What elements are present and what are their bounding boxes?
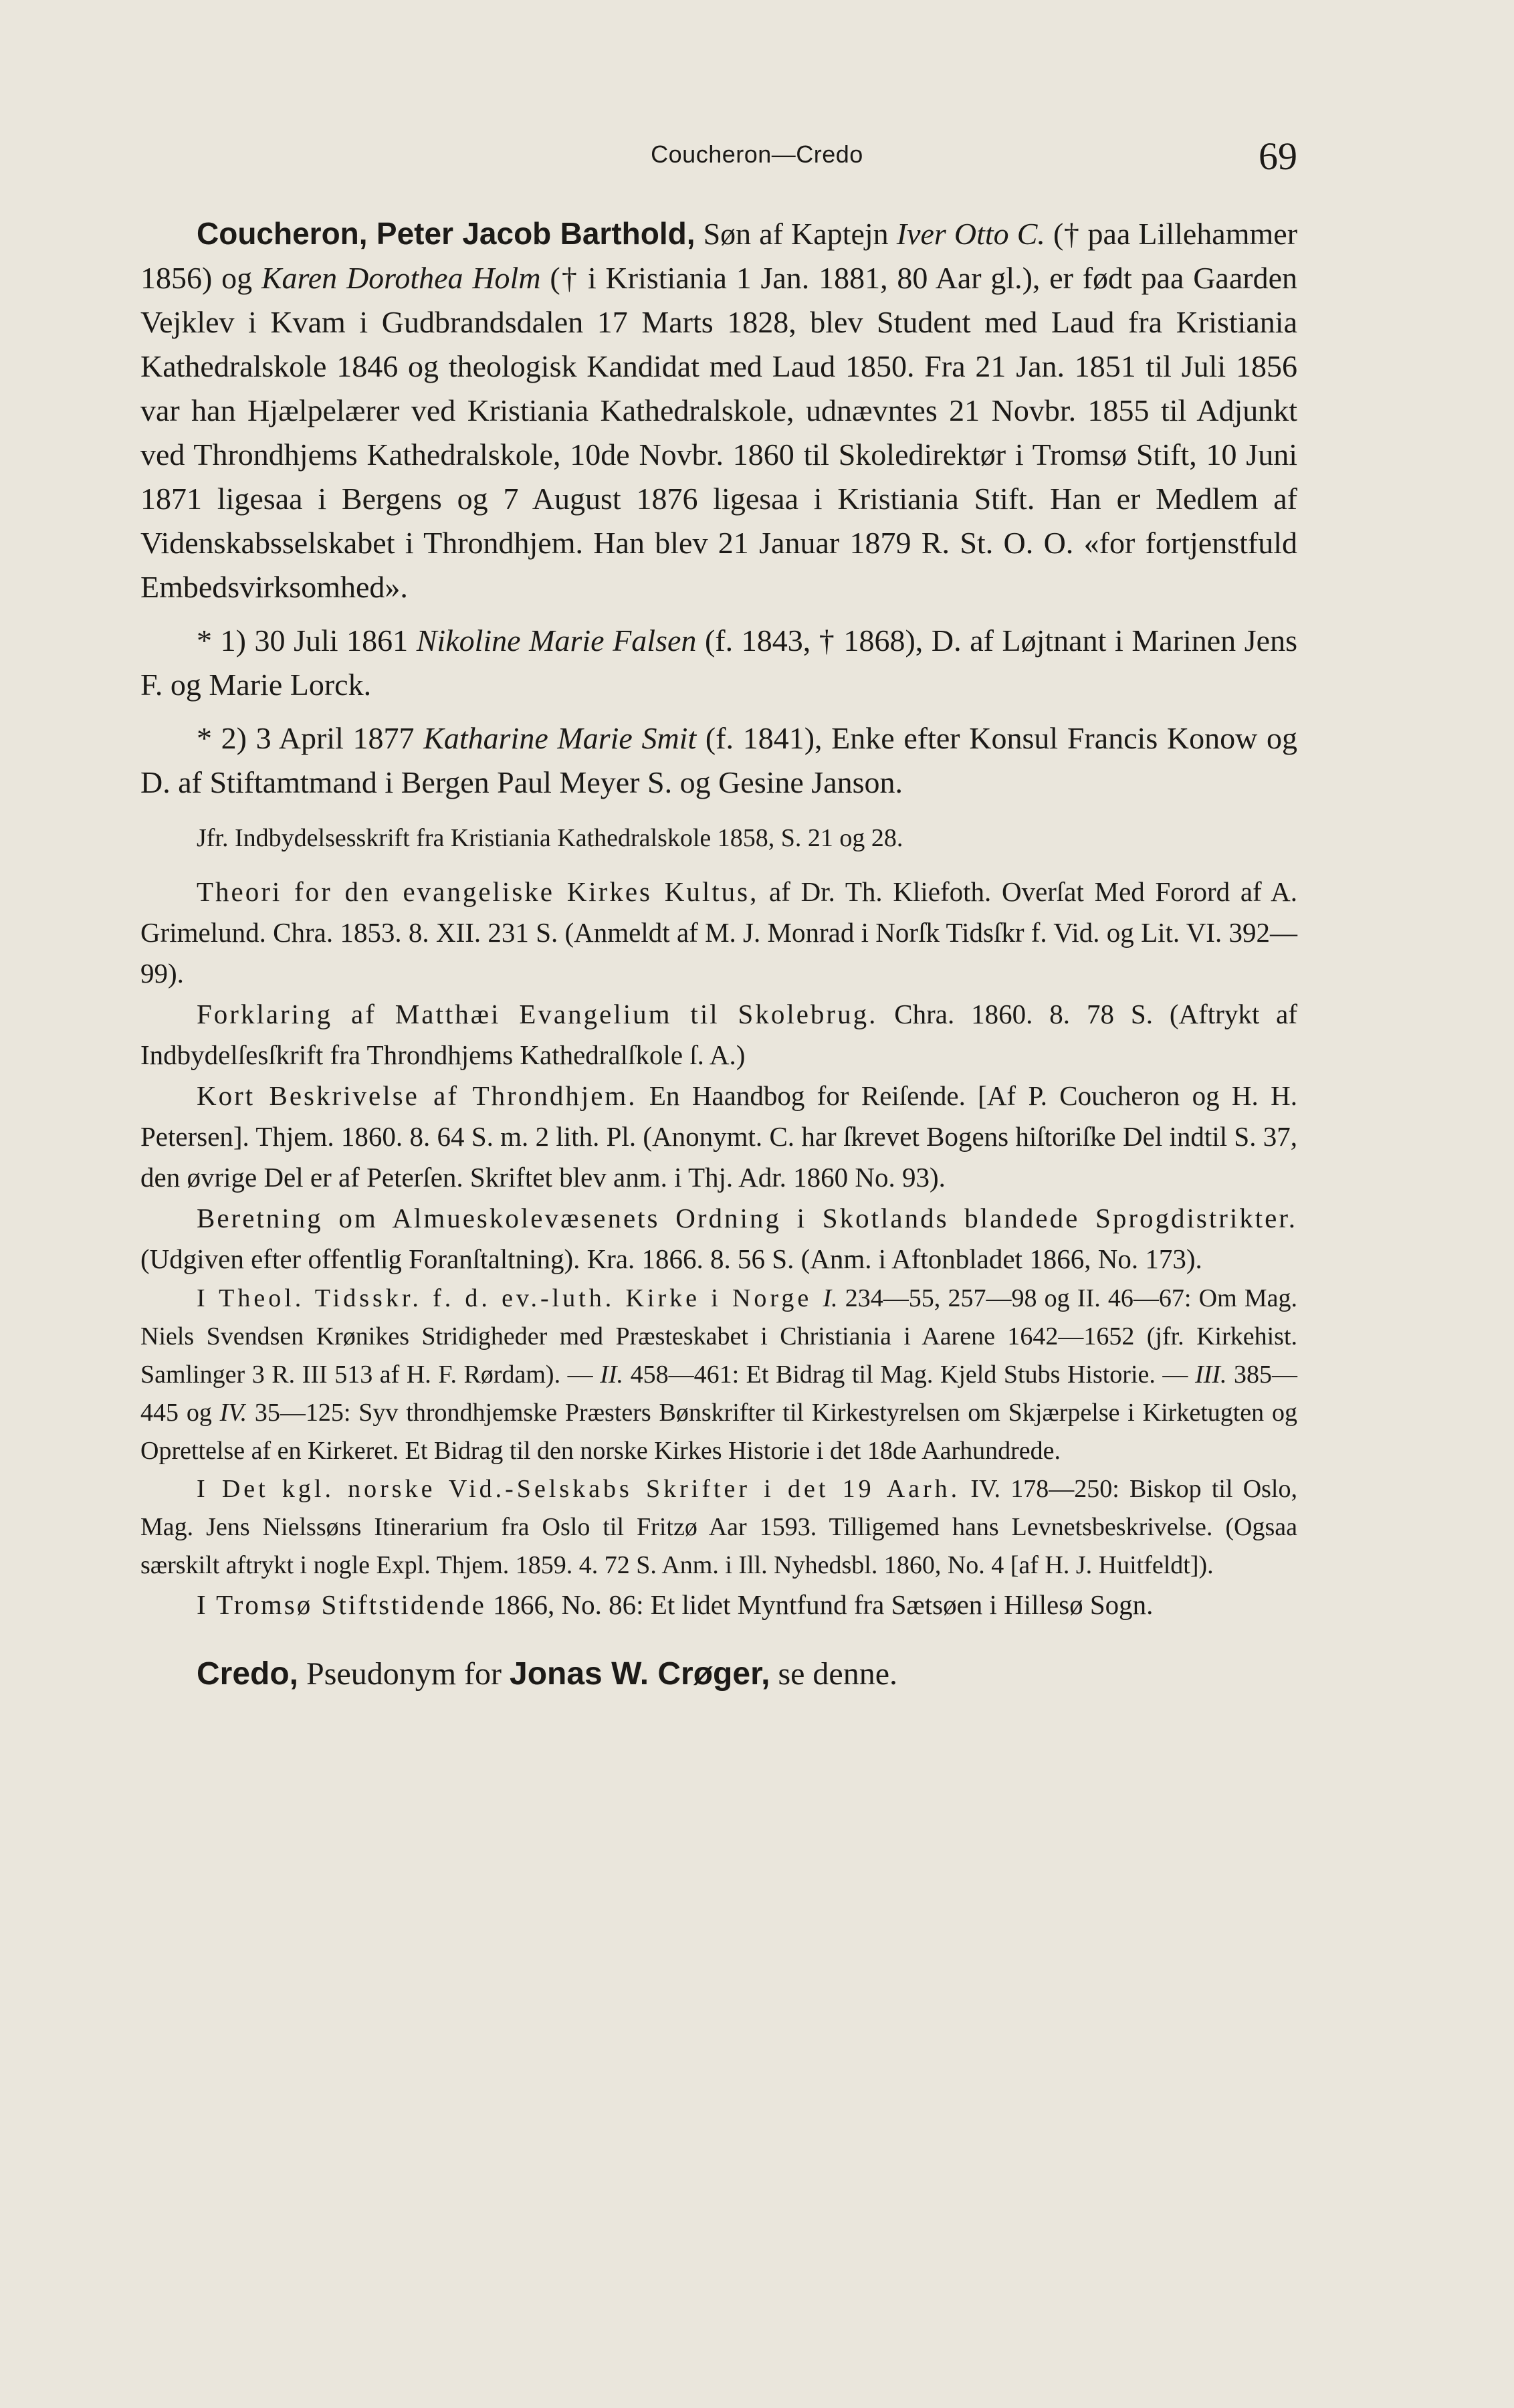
work-entry: I Det kgl. norske Vid.-Selskabs Skrifter i det 19 Aarh. IV. 178—250: Biskop til Oslo, Mag. Jens Nielssøns Itinerarium fra Oslo til Fritzø Aar 1593. Tilligemed hans Levnetsbeskrivelse. (Ogsaa særskilt aftrykt i nogle Expl. Thjem. 1859. 4. 72 S. Anm. i Ill. Nyhedsbl. 1860, No. 4 [af H. J. Huitfeldt]).: [140, 1475, 1297, 1579]
second-marriage: * 2) 3 April 1877 Katharine Marie Smit (f. 1841), Enke efter Konsul Francis Konow og D. af Stiftamtmand i Bergen Paul Meyer S. og Gesine Janson.: [140, 721, 1297, 799]
running-title: Coucheron—Credo: [651, 140, 863, 168]
cross-reference: Jonas W. Crøger,: [510, 1656, 770, 1692]
work-entry: Beretning om Almueskolevæsenets Ordning i Skotlands blandede Sprogdistrikter. (Udgiven efter offentlig Foranſtaltning). Kra. 1866. 8. 56 S. (Anm. i Aftonbladet 1866, No. 173).: [140, 1203, 1297, 1274]
work-title: Beretning om Almueskolevæsenets Ordning i Skotlands blandede Sprogdistrikter.: [197, 1203, 1297, 1233]
spouse-name: Nikoline Marie Falsen: [416, 623, 697, 658]
entry-headword: Credo,: [197, 1656, 299, 1692]
periodical-title: I Tromsø Stiftstidende: [197, 1589, 486, 1620]
coucheron-entry: Coucheron, Peter Jacob Barthold, Søn af Kaptejn Iver Otto C. († paa Lillehammer 1856) og Karen Dorothea Holm († i Kristiania 1 Jan. 1881, 80 Aar gl.), er født paa Gaarden Vejklev i Kvam i Gudbrandsdalen 17 Marts 1828, blev Student med Laud fra Kristiania Kathedralskole 1846 og theologisk Kandidat med Laud 1850. Fra 21 Jan. 1851 til Juli 1856 var han Hjælpelærer ved Kristiania Kathedralskole, udnævntes 21 Novbr. 1855 til Adjunkt ved Throndhjems Kathedralskole, 10de Novbr. 1860 til Skoledirektør i Tromsø Stift, 10 Juni 1871 ligesaa i Bergens og 7 August 1876 ligesaa i Kristiania Stift. Han er Medlem af Videnskabsselskabet i Throndhjem. Han blev 21 Januar 1879 R. St. O. O. «for fortjenstfuld Embedsvirksomhed».: [140, 216, 1298, 604]
work-entry: Forklaring af Matthæi Evangelium til Skolebrug. Chra. 1860. 8. 78 S. (Aftrykt af Indbydelſesſkrift fra Throndhjems Kathedralſkole ſ. A.): [140, 999, 1298, 1070]
credo-entry: Credo, Pseudonym for Jonas W. Crøger, se denne.: [197, 1656, 898, 1692]
work-title: Kort Beskrivelse af Throndhjem.: [197, 1080, 637, 1111]
entry-headword: Coucheron, Peter Jacob Barthold,: [197, 216, 695, 251]
periodical-title: I Det kgl. norske Vid.-Selskabs Skrifter i det 19 Aarh.: [197, 1475, 961, 1503]
biography-text: († i Kristiania 1 Jan. 1881, 80 Aar gl.), er født paa Gaarden Vejklev i Kvam i Gudbrandsdalen 17 Marts 1828, blev Student med Laud fra Kristiania Kathedralskole 1846 og theologisk Kandidat med Laud 1850. Fra 21 Jan. 1851 til Juli 1856 var han Hjælpelærer ved Kristiania Kathedralskole, udnævntes 21 Novbr. 1855 til Adjunkt ved Throndhjems Kathedralskole, 10de Novbr. 1860 til Skoledirektør i Tromsø Stift, 10 Juni 1871 ligesaa i Bergens og 7 August 1876 ligesaa i Kristiania Stift. Han er Medlem af Videnskabsselskabet i Throndhjem. Han blev 21 Januar 1879 R. St. O. O. «for fortjenstfuld Embedsvirksomhed».: [140, 261, 1297, 604]
first-marriage: * 1) 30 Juli 1861 Nikoline Marie Falsen (f. 1843, † 1868), D. af Løjtnant i Marinen Jens F. og Marie Lorck.: [140, 623, 1297, 702]
reference-note: Jfr. Indbydelsesskrift fra Kristiania Kathedralskole 1858, S. 21 og 28.: [197, 824, 903, 852]
periodical-title: I Theol. Tidsskr. f. d. ev.-luth. Kirke i Norge: [197, 1284, 823, 1312]
page-number: 69: [1259, 134, 1297, 178]
work-entry: Theori for den evangeliske Kirkes Kultus, af Dr. Th. Kliefoth. Overſat Med Forord af A. Grimelund. Chra. 1853. 8. XII. 231 S. (Anmeldt af M. J. Monrad i Norſk Tidsſkr f. Vid. og Lit. VI. 392—99).: [140, 876, 1297, 989]
work-entry: I Theol. Tidsskr. f. d. ev.-luth. Kirke i Norge I. 234—55, 257—98 og II. 46—67: Om Mag. Niels Svendsen Krønikes Stridigheder med Præsteskabet i Christiania i Aarene 1642—1652 (jfr. Kirkehist. Samlinger 3 R. III 513 af H. F. Rørdam). — II. 458—461: Et Bidrag til Mag. Kjeld Stubs Historie. — III. 385—445 og IV. 35—125: Syv throndhjemske Præsters Bønskrifter til Kirkestyrelsen om Skjærpelse i Kirketugten og Oprettelse af en Kirkeret. Et Bidrag til den norske Kirkes Historie i det 18de Aarhundrede.: [140, 1284, 1298, 1465]
work-entry: I Tromsø Stiftstidende 1866, No. 86: Et lidet Myntfund fra Sætsøen i Hillesø Sogn.: [197, 1589, 1154, 1620]
spouse-name: Katharine Marie Smit: [423, 721, 697, 755]
mother-name: Karen Dorothea Holm: [261, 261, 541, 295]
page-body: [140, 211, 1297, 1696]
work-title: Forklaring af Matthæi Evangelium til Skolebrug.: [197, 999, 878, 1029]
work-title: Theori for den evangeliske Kirkes Kultus,: [197, 876, 759, 907]
work-entry: Kort Beskrivelse af Throndhjem. En Haandbog for Reiſende. [Af P. Coucheron og H. H. Petersen]. Thjem. 1860. 8. 64 S. m. 2 lith. Pl. (Anonymt. C. har ſkrevet Bogens hiſtoriſke Del indtil S. 37, den øvrige Del er af Peterſen. Skriftet blev anm. i Thj. Adr. 1860 No. 93).: [140, 1080, 1297, 1193]
father-name: Iver Otto C.: [896, 217, 1045, 251]
